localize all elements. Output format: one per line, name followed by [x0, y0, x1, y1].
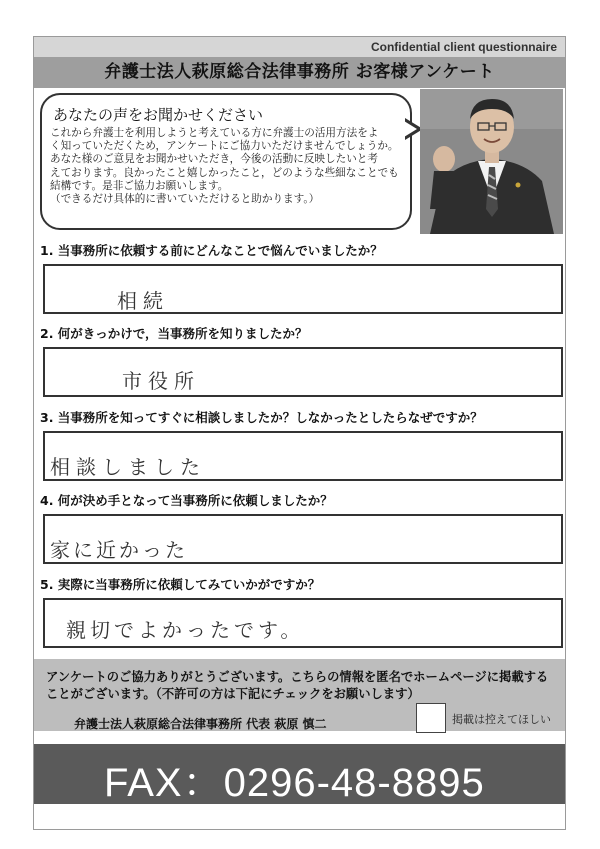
intro-line: く知っていただくため，アンケートにご協力いただけませんでしょうか。 [50, 140, 399, 153]
no-publish-checkbox[interactable] [416, 703, 446, 733]
answer-2-handwriting: 市役所 [122, 369, 200, 393]
answer-2-box[interactable] [43, 347, 563, 397]
page-title: 弁護士法人萩原総合法律事務所 お客様アンケート [34, 57, 565, 88]
footer-thanks-line2: ことがございます。（不許可の方は下記にチェックをお願いします） [46, 687, 420, 701]
intro-line: 結構です。是非ご協力お願いします。 [50, 179, 229, 192]
intro-heading: あなたの声をお聞かせください [53, 106, 264, 124]
answer-1-handwriting: 相続 [117, 289, 169, 313]
intro-line: これから弁護士を利用しようと考えている方に弁護士の活用方法をよ [50, 127, 379, 139]
intro-line: （できるだけ具体的に書いていただけると助かります。） [50, 193, 320, 206]
question-1-label: 1. 当事務所に依頼する前にどんなことで悩んでいましたか？ [40, 243, 383, 258]
confidential-label: Confidential client questionnaire [34, 37, 565, 57]
intro-line: えております。良かったこと嬉しかったこと，どのような些細なことでも [50, 166, 399, 179]
question-5-label: 5. 実際に当事務所に依頼してみていかがですか？ [40, 577, 321, 592]
intro-line: あなた様のご意見をお聞かせいただき，今後の活動に反映したいと考 [50, 153, 378, 166]
intro-body [50, 127, 405, 206]
lawyer-photo-illustration [420, 89, 563, 234]
lawyer-photo [420, 89, 563, 234]
question-3-label: 3. 当事務所を知ってすぐに相談しましたか？しなかったとしたらなぜですか？ [40, 410, 483, 425]
question-4-label: 4. 何が決め手となって当事務所に依頼しましたか？ [40, 493, 333, 508]
answer-5-handwriting: 親切でよかったです。 [66, 618, 305, 642]
firm-signature: 弁護士法人萩原総合法律事務所 代表 萩原 慎二 [74, 717, 327, 731]
question-2-label: 2. 何がきっかけで，当事務所を知りましたか？ [40, 326, 308, 341]
speech-bubble-tail-inner [404, 121, 417, 137]
answer-3-handwriting: 相談しました [50, 455, 206, 479]
footer-thanks-line1: アンケートのご協力ありがとうございます。こちらの情報を匿名でホームページに掲載する [46, 670, 549, 684]
fax-number: FAX：0296-48-8895 [104, 761, 485, 805]
answer-4-handwriting: 家に近かった [50, 538, 188, 562]
no-publish-checkbox-label: 掲載は控えてほしい [452, 713, 551, 726]
